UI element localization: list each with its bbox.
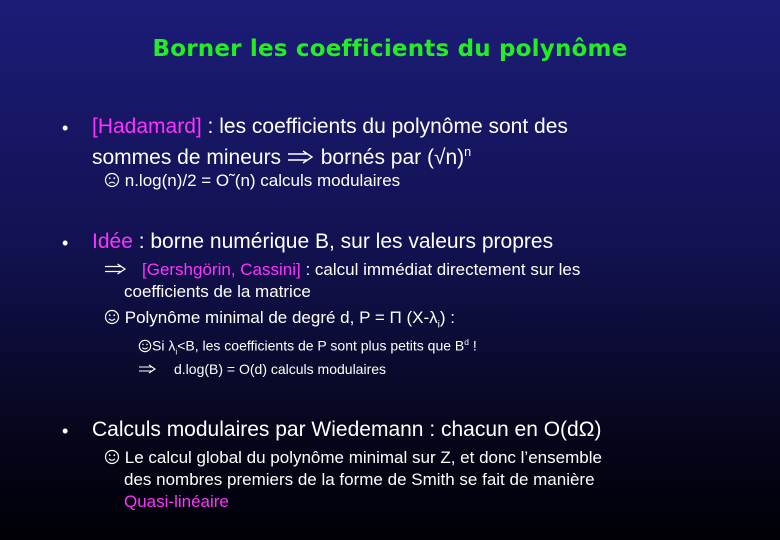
lambda-sub: i	[175, 346, 178, 357]
si-lambda-line	[138, 333, 477, 360]
hadamard-text: : les coefficients du polynôme sont des	[201, 115, 568, 138]
polynome-text-a: Polynôme minimal de degré d, P =	[124, 308, 390, 327]
gershgorin-tag: [Gershgörin, Cassini]	[142, 260, 301, 279]
implies-arrow-icon	[287, 146, 315, 170]
smiley-face-icon	[104, 449, 120, 471]
hadamard-cont-a: sommes de mineurs	[92, 146, 287, 169]
bullet-dot-icon: •	[62, 233, 69, 253]
b-sup-d: d	[464, 337, 469, 347]
idee-tag: Idée	[92, 230, 133, 253]
polynome-text-b: (X-	[401, 308, 430, 327]
polynome-text-c: ) :	[439, 308, 456, 327]
dlogb-line	[138, 360, 386, 378]
calcul-global-line2: des nombres premiers de la forme de Smith se fait de manière	[124, 470, 595, 489]
bullet-hadamard-line1	[92, 115, 568, 139]
hadamard-sub-text: n.log(n)/2 = O˜(n) calculs modulaires	[124, 171, 401, 190]
slide-title: Borner les coefficients du polynôme	[152, 36, 628, 62]
wiedemann-text-b: )	[594, 418, 602, 441]
implies-arrow-icon	[138, 360, 174, 378]
sad-face-icon	[104, 172, 120, 194]
lambda-symbol: λ	[429, 308, 438, 327]
si-text-b: <B, les coefficients de P sont plus petits que B	[177, 337, 465, 354]
bullet-dot-icon: •	[62, 421, 69, 441]
bullet-idee-line1	[92, 230, 553, 254]
si-text-c: !	[468, 337, 477, 354]
polynome-minimal-line	[104, 307, 455, 336]
quasi-lineaire: Quasi-linéaire	[124, 492, 229, 511]
calcul-global-text: Le calcul global du polynôme minimal sur Z, et donc l’ensemble	[124, 448, 602, 467]
calcul-global-line1	[104, 447, 602, 471]
idee-text: : borne numérique B, sur les valeurs propres	[132, 230, 554, 253]
hadamard-tag: [Hadamard]	[92, 115, 202, 138]
hadamard-sup: n	[464, 145, 472, 159]
bullet-wiedemann-line	[92, 418, 601, 442]
hadamard-cont-b: bornés par (√n)	[314, 146, 465, 169]
dlogb-text: d.log(B) = O(d) calculs modulaires	[174, 361, 387, 377]
bullet-hadamard-line2	[92, 140, 471, 170]
lambda-sub: i	[437, 319, 440, 331]
omega-symbol: Ω	[578, 418, 595, 441]
si-text-a: Si	[152, 337, 169, 354]
smiley-face-icon	[138, 339, 152, 357]
lambda-symbol: λ	[168, 337, 176, 354]
smiley-face-icon	[104, 309, 120, 331]
implies-arrow-icon	[104, 259, 142, 281]
bullet-dot-icon: •	[62, 118, 69, 138]
gershgorin-line1	[104, 259, 580, 281]
hadamard-subline	[104, 170, 400, 194]
gershgorin-line2: coefficients de la matrice	[124, 282, 311, 301]
wiedemann-text-a: Calculs modulaires par Wiedemann : chacun en O(d	[92, 418, 579, 441]
pi-symbol: Π	[389, 308, 402, 327]
gershgorin-text: : calcul immédiat directement sur les	[300, 260, 581, 279]
